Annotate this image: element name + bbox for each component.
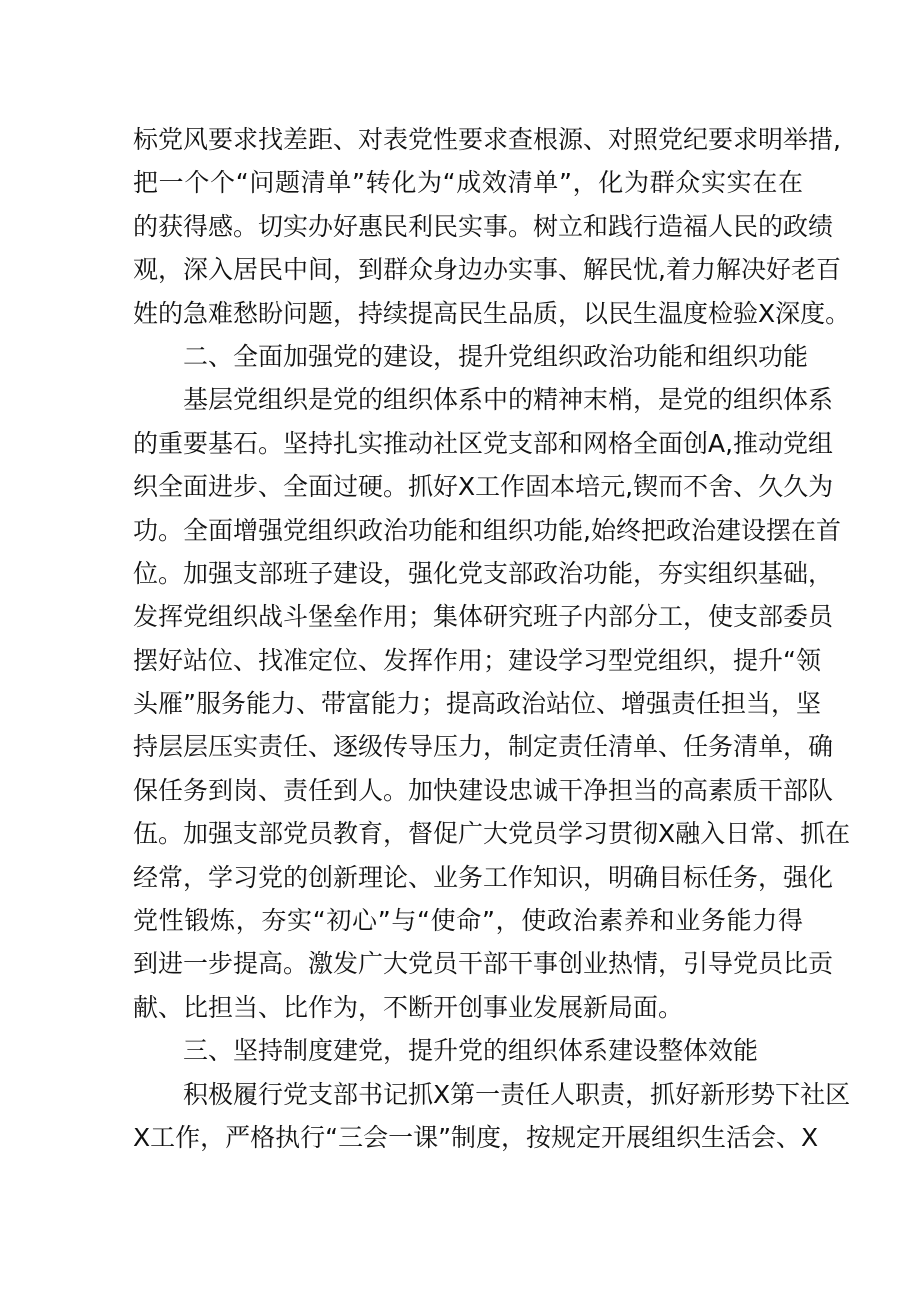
text-line: 的重要基石。坚持扎实推动社区党支部和网格全面创A,推动党组 (133, 428, 834, 458)
text-line: 功。全面增强党组织政治功能和组织功能,始终把政治建设摆在首 (133, 515, 841, 545)
text-line: 织全面进步、全面过硬。抓好X工作固本培元,锲而不舍、久久为 (133, 472, 834, 502)
text-line: 的获得感。切实办好惠民利民实事。树立和践行造福人民的政绩 (133, 211, 834, 241)
text-line: 头雁”服务能力、带富能力；提高政治站位、增强责任担当，坚 (133, 689, 821, 719)
text-line: 伍。加强支部党员教育，督促广大党员学习贯彻X融入日常、抓在 (133, 819, 851, 849)
text-line: 保任务到岗、责任到人。加快建设忠诚干净担当的高素质干部队 (133, 775, 834, 805)
text-line: 发挥党组织战斗堡垒作用；集体研究班子内部分工，使支部委员 (133, 602, 834, 632)
text-line: 党性锻炼，夯实“初心”与“使命”，使政治素养和业务能力得 (133, 906, 803, 936)
text-line: 姓的急难愁盼问题，持续提高民生品质，以民生温度检验X深度。 (133, 298, 851, 328)
document-body (133, 118, 851, 1159)
text-line: 摆好站位、找准定位、发挥作用；建设学习型党组织，提升“领 (133, 645, 821, 675)
text-line: 位。加强支部班子建设，强化党支部政治功能，夯实组织基础， (133, 558, 834, 588)
text-line: 经常，学习党的创新理论、业务工作知识，明确目标任务，强化 (133, 862, 834, 892)
paragraph-first-line: 基层党组织是党的组织体系中的精神末梢，是党的组织体系 (183, 385, 834, 415)
paragraph-last-line: 献、比担当、比作为，不断开创事业发展新局面。 (133, 992, 684, 1022)
text-line: 标党风要求找差距、对表党性要求查根源、对照党纪要求明举措, (133, 125, 841, 154)
text-line: X工作，严格执行“三会一课”制度，按规定开展组织生活会、X (133, 1122, 819, 1152)
text-line: 把一个个“问题清单”转化为“成效清单”，化为群众实实在在 (133, 168, 803, 198)
section-heading: 二、全面加强党的建设，提升党组织政治功能和组织功能 (183, 341, 809, 371)
text-line: 到进一步提高。激发广大党员干部干事创业热情，引导党员比贡 (133, 949, 834, 979)
paragraph-first-line: 积极履行党支部书记抓X第一责任人职责，抓好新形势下社区 (183, 1079, 851, 1109)
text-line: 持层层压实责任、逐级传导压力，制定责任清单、任务清单，确 (133, 732, 834, 762)
section-heading: 三、坚持制度建党，提升党的组织体系建设整体效能 (183, 1036, 759, 1066)
text-line: 观，深入居民中间，到群众身边办实事、解民忧,着力解决好老百 (133, 255, 841, 285)
